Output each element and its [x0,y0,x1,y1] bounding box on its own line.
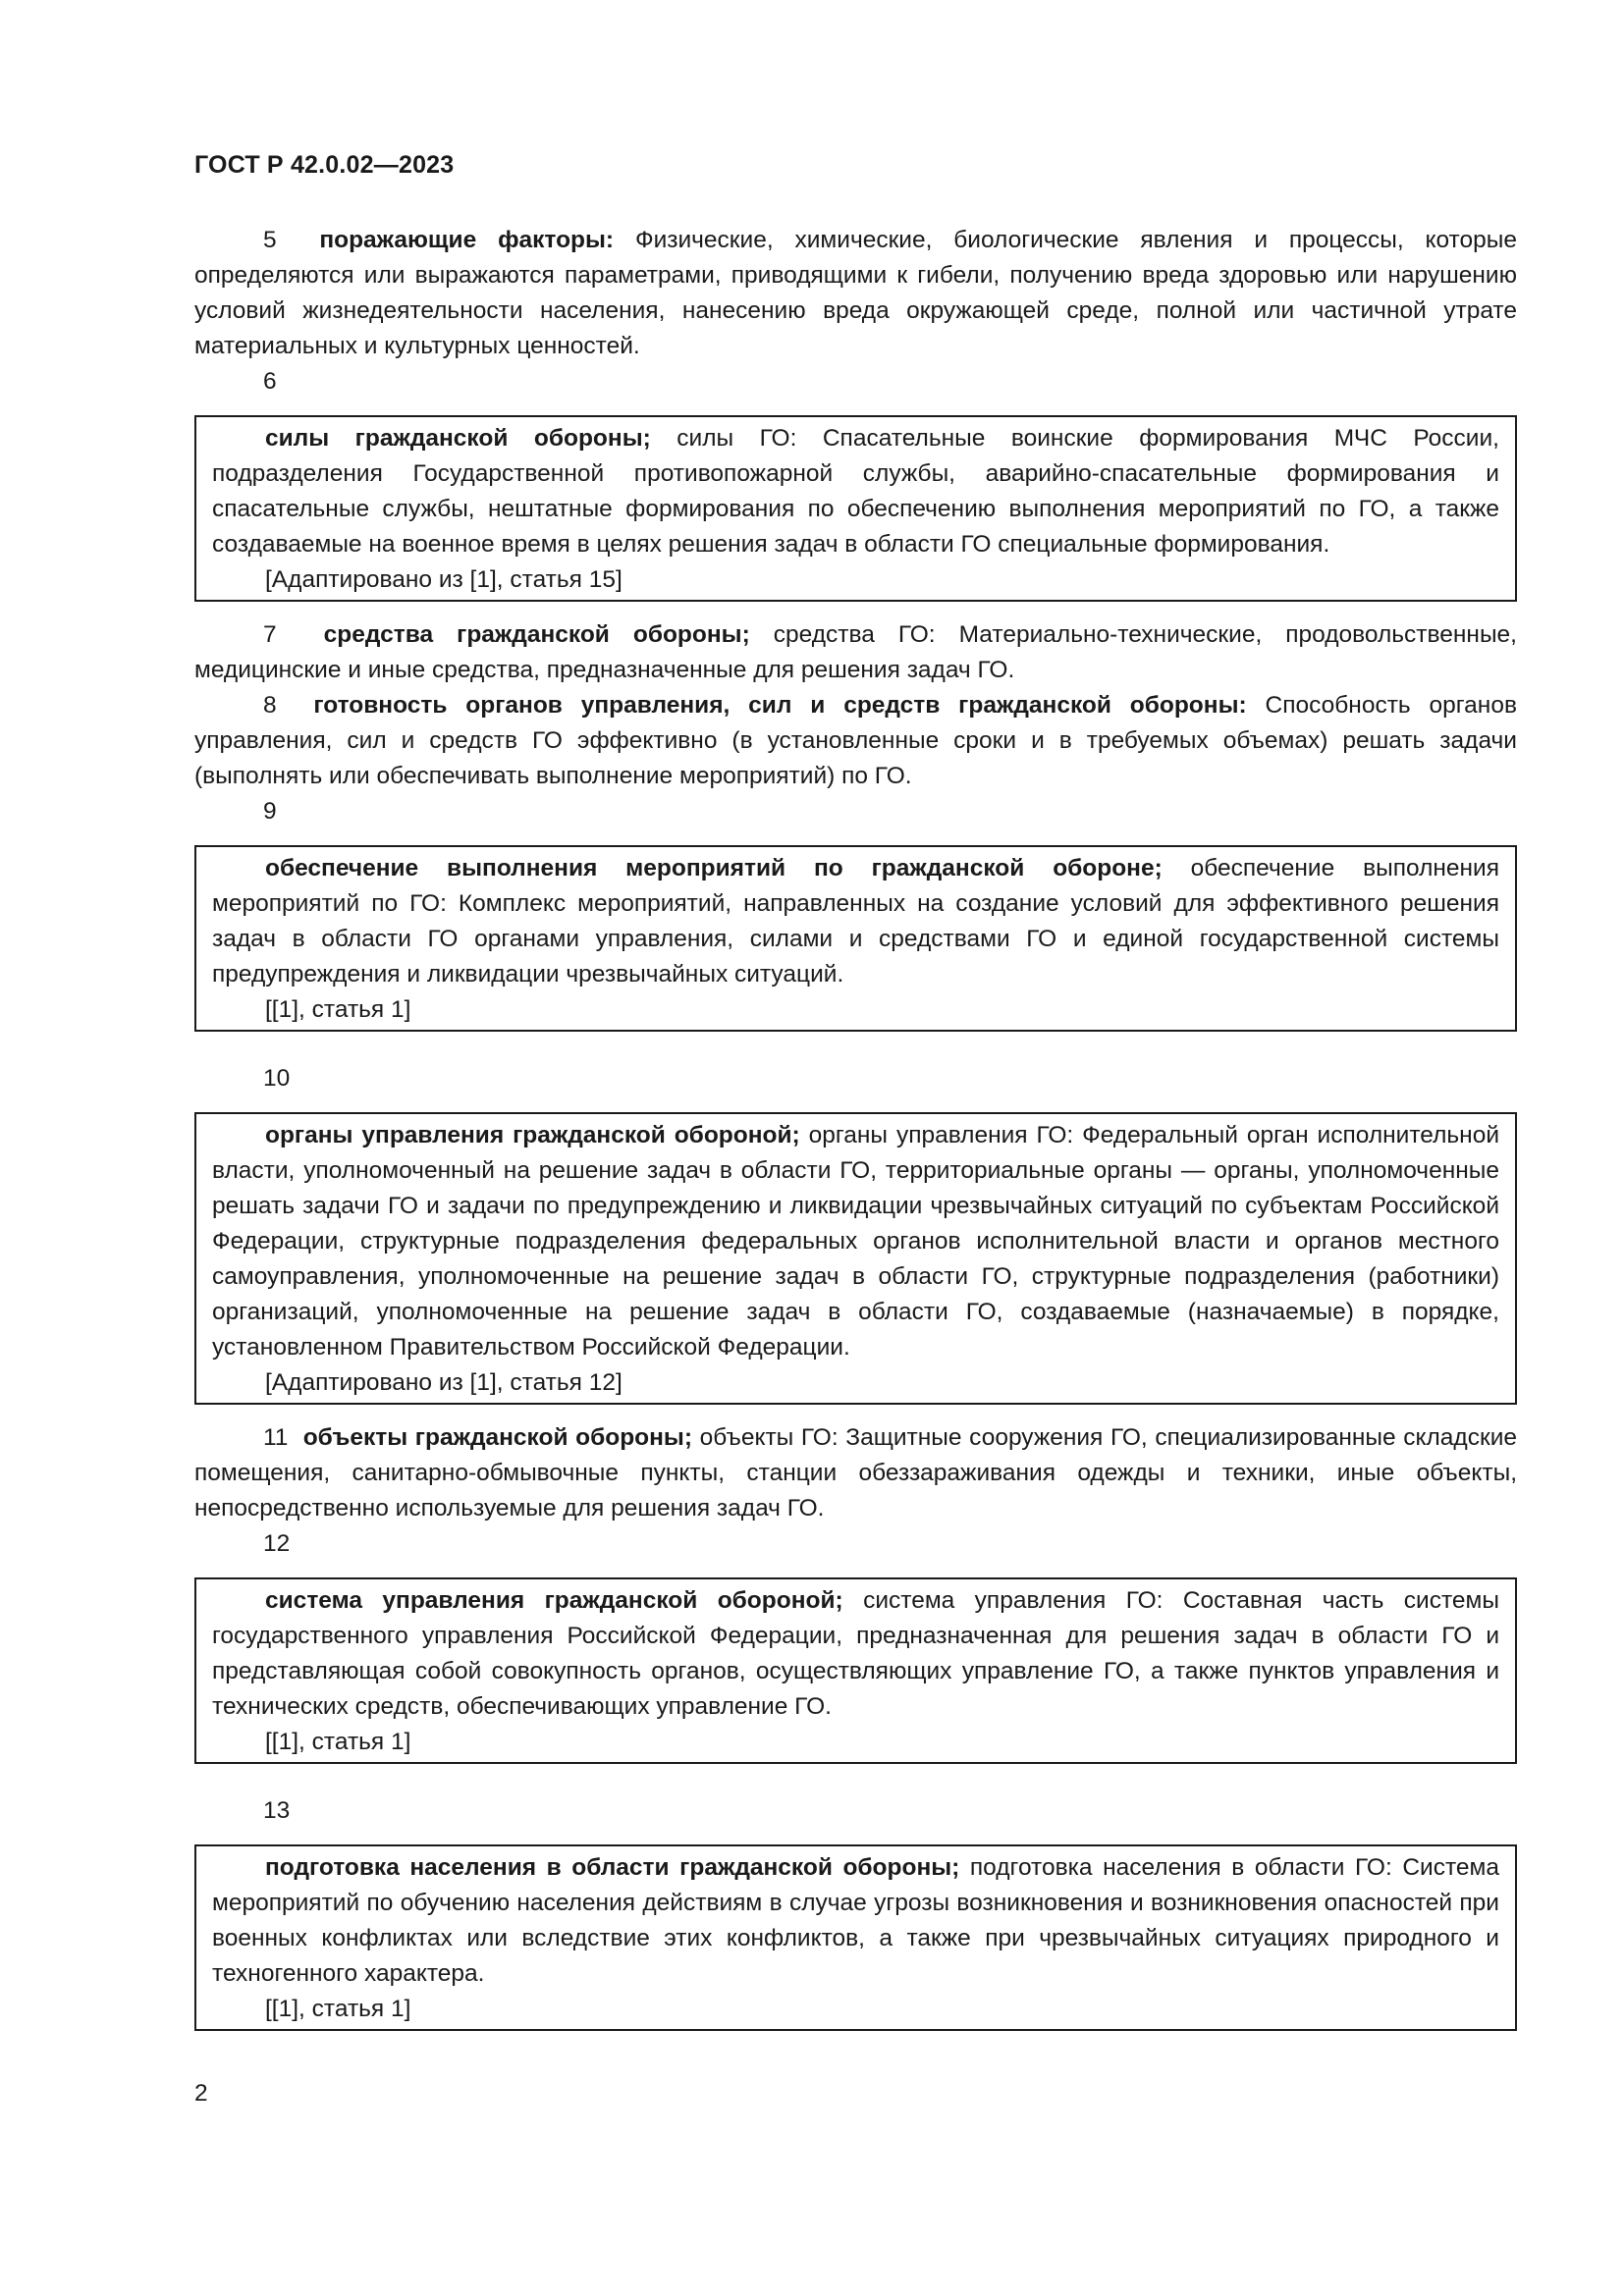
term-source: [[1], статья 1] [265,996,411,1023]
term-definition: Способность органов управления, сил и средств ГО эффективно (в установленные сроки и в требуемых объемах) решать задачи (выполнять или обеспечивать выполнение мероприятий) по ГО. [194,692,1517,789]
term-source: [Адаптировано из [1], статья 12] [265,1369,623,1396]
document-code: ГОСТ Р 42.0.02—2023 [194,151,455,179]
term-entry-9 [212,851,1499,992]
term-number: 7 [263,621,277,648]
term-number-9: 9 [263,798,277,825]
term-entry-8 [194,688,1517,794]
term-entry-5 [194,223,1517,364]
term-entry-13 [212,1850,1499,1992]
term-box-9 [194,845,1517,1032]
term-box-6 [194,415,1517,602]
term-source: [[1], статья 1] [265,1996,411,2022]
term-entry-12 [212,1583,1499,1725]
term-definition: объекты ГО: Защитные сооружения ГО, специализированные складские помещения, санитарно-обмывочные пункты, станции обеззараживания одежды и техники, иные объекты, непосредственно используемые для решения задач ГО. [194,1424,1518,1522]
term-number: 11 [263,1424,289,1451]
term-definition: Физические, химические, биологические явления и процессы, которые определяются или выражаются параметрами, приводящими к гибели, получению вреда здоровью или нарушению условий жизнедеятельности населения, нанесению вреда окружающей среде, полной или частичной утрате материальных и культурных ценностей. [194,227,1517,359]
term-entry-10 [212,1118,1499,1365]
term-name: средства гражданской обороны; [323,621,750,648]
term-definition: органы управления ГО: Федеральный орган исполнительной власти, уполномоченный на решение задач в области ГО, территориальные органы — органы, уполномоченные решать задачи ГО и задачи по предупреждению и ликвидации чрезвычайных ситуаций по субъектам Российской Федерации, структурные подразделения федеральных органов исполнительной власти и органов местного самоуправления, уполномоченные на решение задач в области ГО, структурные подразделения (работники) организаций, уполномоченные на решение задач в области ГО, создаваемые (назначаемые) в порядке, установленном Правительством Российской Федерации. [212,1122,1500,1361]
term-name: органы управления гражданской обороной; [265,1122,800,1148]
term-name: обеспечение выполнения мероприятий по гражданской обороне; [265,855,1163,881]
term-number-6: 6 [263,368,277,395]
term-entry-11 [194,1420,1517,1526]
term-name: поражающие факторы: [319,227,615,253]
term-number-10: 10 [263,1065,291,1092]
term-entry-7 [194,617,1517,688]
term-definition: подготовка населения в области ГО: Система мероприятий по обучению населения действиям в случае угрозы возникновения и возникновения опасностей при военных конфликтах или вследствие этих конфликтов, а также при чрезвычайных ситуациях природного и техногенного характера. [212,1854,1499,1987]
term-number-12: 12 [263,1530,291,1557]
term-name: готовность органов управления, сил и средств гражданской обороны: [313,692,1247,719]
term-name: силы гражданской обороны; [265,425,651,452]
document-body [194,223,1517,2047]
page-number: 2 [194,2080,208,2107]
term-box-10 [194,1112,1517,1405]
term-number: 5 [263,227,277,253]
term-source: [[1], статья 1] [265,1729,411,1755]
term-name: подготовка населения в области гражданской обороны; [265,1854,960,1881]
term-number-13: 13 [263,1797,291,1824]
term-definition: средства ГО: Материально-технические, продовольственные, медицинские и иные средства, предназначенные для решения задач ГО. [194,621,1517,683]
term-entry-6 [212,421,1499,562]
term-box-12 [194,1577,1517,1764]
term-source: [Адаптировано из [1], статья 15] [265,566,623,593]
term-number: 8 [263,692,277,719]
term-definition: силы ГО: Спасательные воинские формирования МЧС России, подразделения Государственной противопожарной службы, аварийно-спасательные формирования и спасательные службы, нештатные формирования по обеспечению выполнения мероприятий по ГО, а также создаваемые на военное время в целях решения задач в области ГО специальные формирования. [212,425,1499,558]
term-box-13 [194,1844,1517,2031]
term-definition: система управления ГО: Составная часть системы государственного управления Российской Федерации, предназначенная для решения задач в области ГО и представляющая собой совокупность органов, осуществляющих управление ГО, а также пунктов управления и технических средств, обеспечивающих управление ГО. [212,1587,1500,1720]
term-name: система управления гражданской обороной; [265,1587,843,1614]
term-name: объекты гражданской обороны; [302,1424,693,1451]
term-definition: обеспечение выполнения мероприятий по ГО: Комплекс мероприятий, направленных на создание условий для эффективного решения задач в области ГО органами управления, силами и средствами ГО и единой государственной системы предупреждения и ликвидации чрезвычайных ситуаций. [212,855,1500,988]
